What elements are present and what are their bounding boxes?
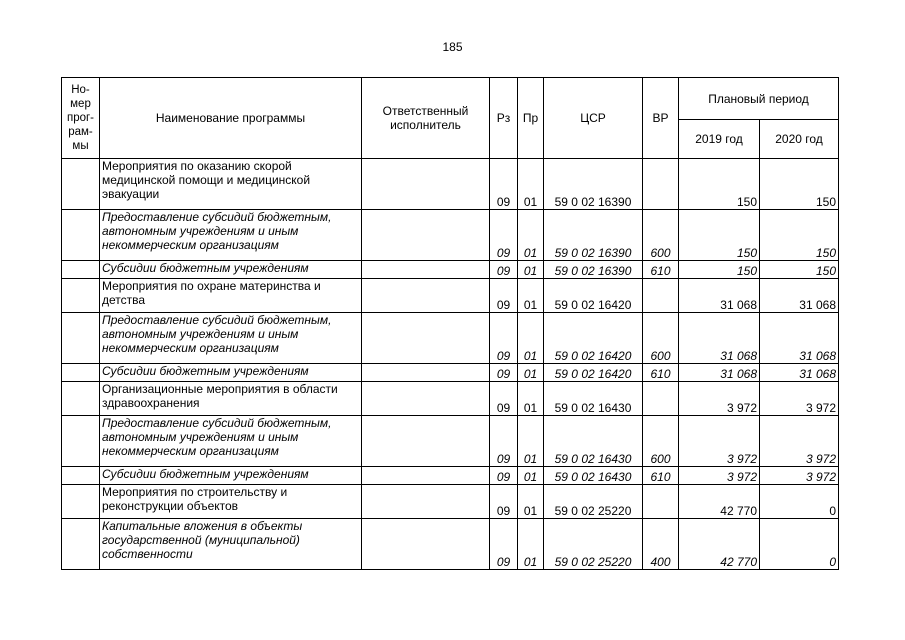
rz-cell: 09 xyxy=(490,416,518,467)
rz-cell: 09 xyxy=(490,313,518,364)
amount-2019-cell: 31 068 xyxy=(679,313,760,364)
pr-cell: 01 xyxy=(518,159,544,210)
program-number-cell xyxy=(62,519,100,570)
responsible-cell xyxy=(362,159,490,210)
program-number-cell xyxy=(62,416,100,467)
csr-cell: 59 0 02 25220 xyxy=(544,519,643,570)
program-number-cell xyxy=(62,364,100,382)
program-number-cell xyxy=(62,210,100,261)
table-row xyxy=(62,382,839,416)
vr-cell xyxy=(643,279,679,313)
table-row xyxy=(62,364,839,382)
pr-cell: 01 xyxy=(518,279,544,313)
program-name-cell: Субсидии бюджетным учреждениям xyxy=(100,467,362,485)
header-program-number: Но-мер прог-рам-мы xyxy=(62,78,100,159)
amount-2019-cell: 31 068 xyxy=(679,364,760,382)
amount-2020-cell: 31 068 xyxy=(760,279,839,313)
pr-cell: 01 xyxy=(518,382,544,416)
pr-cell: 01 xyxy=(518,467,544,485)
table-row xyxy=(62,261,839,279)
vr-cell: 610 xyxy=(643,467,679,485)
amount-2019-cell: 42 770 xyxy=(679,519,760,570)
responsible-cell xyxy=(362,261,490,279)
table-row xyxy=(62,279,839,313)
amount-2020-cell: 3 972 xyxy=(760,416,839,467)
amount-2019-cell: 3 972 xyxy=(679,416,760,467)
csr-cell: 59 0 02 16420 xyxy=(544,279,643,313)
program-name-cell: Субсидии бюджетным учреждениям xyxy=(100,261,362,279)
program-number-cell xyxy=(62,279,100,313)
csr-cell: 59 0 02 16430 xyxy=(544,416,643,467)
program-number-cell xyxy=(62,261,100,279)
program-name-cell: Субсидии бюджетным учреждениям xyxy=(100,364,362,382)
csr-cell: 59 0 02 16420 xyxy=(544,313,643,364)
vr-cell xyxy=(643,485,679,519)
header-year-2020: 2020 год xyxy=(760,120,839,159)
vr-cell: 610 xyxy=(643,261,679,279)
rz-cell: 09 xyxy=(490,279,518,313)
csr-cell: 59 0 02 16390 xyxy=(544,210,643,261)
rz-cell: 09 xyxy=(490,485,518,519)
header-year-2019: 2019 год xyxy=(679,120,760,159)
vr-cell xyxy=(643,382,679,416)
responsible-cell xyxy=(362,485,490,519)
program-name-cell: Мероприятия по строительству и реконструкции объектов xyxy=(100,485,362,519)
vr-cell xyxy=(643,159,679,210)
vr-cell: 610 xyxy=(643,364,679,382)
csr-cell: 59 0 02 16430 xyxy=(544,467,643,485)
rz-cell: 09 xyxy=(490,261,518,279)
header-planned-period: Плановый период xyxy=(679,78,839,120)
amount-2020-cell: 150 xyxy=(760,210,839,261)
table-row xyxy=(62,416,839,467)
pr-cell: 01 xyxy=(518,364,544,382)
table-row xyxy=(62,467,839,485)
responsible-cell xyxy=(362,313,490,364)
program-name-cell: Предоставление субсидий бюджетным, автономным учреждениям и иным некоммерческим организациям xyxy=(100,210,362,261)
amount-2020-cell: 0 xyxy=(760,519,839,570)
amount-2020-cell: 150 xyxy=(760,159,839,210)
vr-cell: 400 xyxy=(643,519,679,570)
rz-cell: 09 xyxy=(490,519,518,570)
program-name-cell: Капитальные вложения в объекты государственной (муниципальной) собственности xyxy=(100,519,362,570)
program-name-cell: Предоставление субсидий бюджетным, автономным учреждениям и иным некоммерческим организациям xyxy=(100,313,362,364)
amount-2020-cell: 3 972 xyxy=(760,467,839,485)
program-name-cell: Предоставление субсидий бюджетным, автономным учреждениям и иным некоммерческим организациям xyxy=(100,416,362,467)
table-row xyxy=(62,519,839,570)
header-vr: ВР xyxy=(643,78,679,159)
pr-cell: 01 xyxy=(518,416,544,467)
amount-2019-cell: 42 770 xyxy=(679,485,760,519)
header-responsible: Ответственный исполнитель xyxy=(362,78,490,159)
pr-cell: 01 xyxy=(518,485,544,519)
amount-2020-cell: 3 972 xyxy=(760,382,839,416)
amount-2020-cell: 150 xyxy=(760,261,839,279)
csr-cell: 59 0 02 16390 xyxy=(544,159,643,210)
pr-cell: 01 xyxy=(518,261,544,279)
program-number-cell xyxy=(62,382,100,416)
csr-cell: 59 0 02 16430 xyxy=(544,382,643,416)
amount-2019-cell: 3 972 xyxy=(679,467,760,485)
responsible-cell xyxy=(362,519,490,570)
amount-2019-cell: 150 xyxy=(679,159,760,210)
budget-table xyxy=(61,77,839,570)
vr-cell: 600 xyxy=(643,313,679,364)
program-number-cell xyxy=(62,313,100,364)
amount-2019-cell: 150 xyxy=(679,210,760,261)
pr-cell: 01 xyxy=(518,210,544,261)
responsible-cell xyxy=(362,364,490,382)
amount-2020-cell: 0 xyxy=(760,485,839,519)
responsible-cell xyxy=(362,416,490,467)
table-row xyxy=(62,159,839,210)
header-csr: ЦСР xyxy=(544,78,643,159)
page-number: 185 xyxy=(442,40,463,54)
program-name-cell: Мероприятия по оказанию скорой медицинской помощи и медицинской эвакуации xyxy=(100,159,362,210)
csr-cell: 59 0 02 25220 xyxy=(544,485,643,519)
responsible-cell xyxy=(362,467,490,485)
rz-cell: 09 xyxy=(490,210,518,261)
rz-cell: 09 xyxy=(490,382,518,416)
amount-2020-cell: 31 068 xyxy=(760,364,839,382)
amount-2020-cell: 31 068 xyxy=(760,313,839,364)
amount-2019-cell: 31 068 xyxy=(679,279,760,313)
responsible-cell xyxy=(362,279,490,313)
responsible-cell xyxy=(362,382,490,416)
program-number-cell xyxy=(62,485,100,519)
table-row xyxy=(62,485,839,519)
header-pr: Пр xyxy=(518,78,544,159)
program-name-cell: Мероприятия по охране материнства и детства xyxy=(100,279,362,313)
csr-cell: 59 0 02 16420 xyxy=(544,364,643,382)
pr-cell: 01 xyxy=(518,519,544,570)
vr-cell: 600 xyxy=(643,210,679,261)
amount-2019-cell: 3 972 xyxy=(679,382,760,416)
responsible-cell xyxy=(362,210,490,261)
vr-cell: 600 xyxy=(643,416,679,467)
header-rz: Рз xyxy=(490,78,518,159)
rz-cell: 09 xyxy=(490,159,518,210)
pr-cell: 01 xyxy=(518,313,544,364)
table-row xyxy=(62,313,839,364)
amount-2019-cell: 150 xyxy=(679,261,760,279)
program-number-cell xyxy=(62,159,100,210)
rz-cell: 09 xyxy=(490,364,518,382)
rz-cell: 09 xyxy=(490,467,518,485)
csr-cell: 59 0 02 16390 xyxy=(544,261,643,279)
program-number-cell xyxy=(62,467,100,485)
program-name-cell: Организационные мероприятия в области здравоохранения xyxy=(100,382,362,416)
header-program-name: Наименование программы xyxy=(100,78,362,159)
table-row xyxy=(62,210,839,261)
